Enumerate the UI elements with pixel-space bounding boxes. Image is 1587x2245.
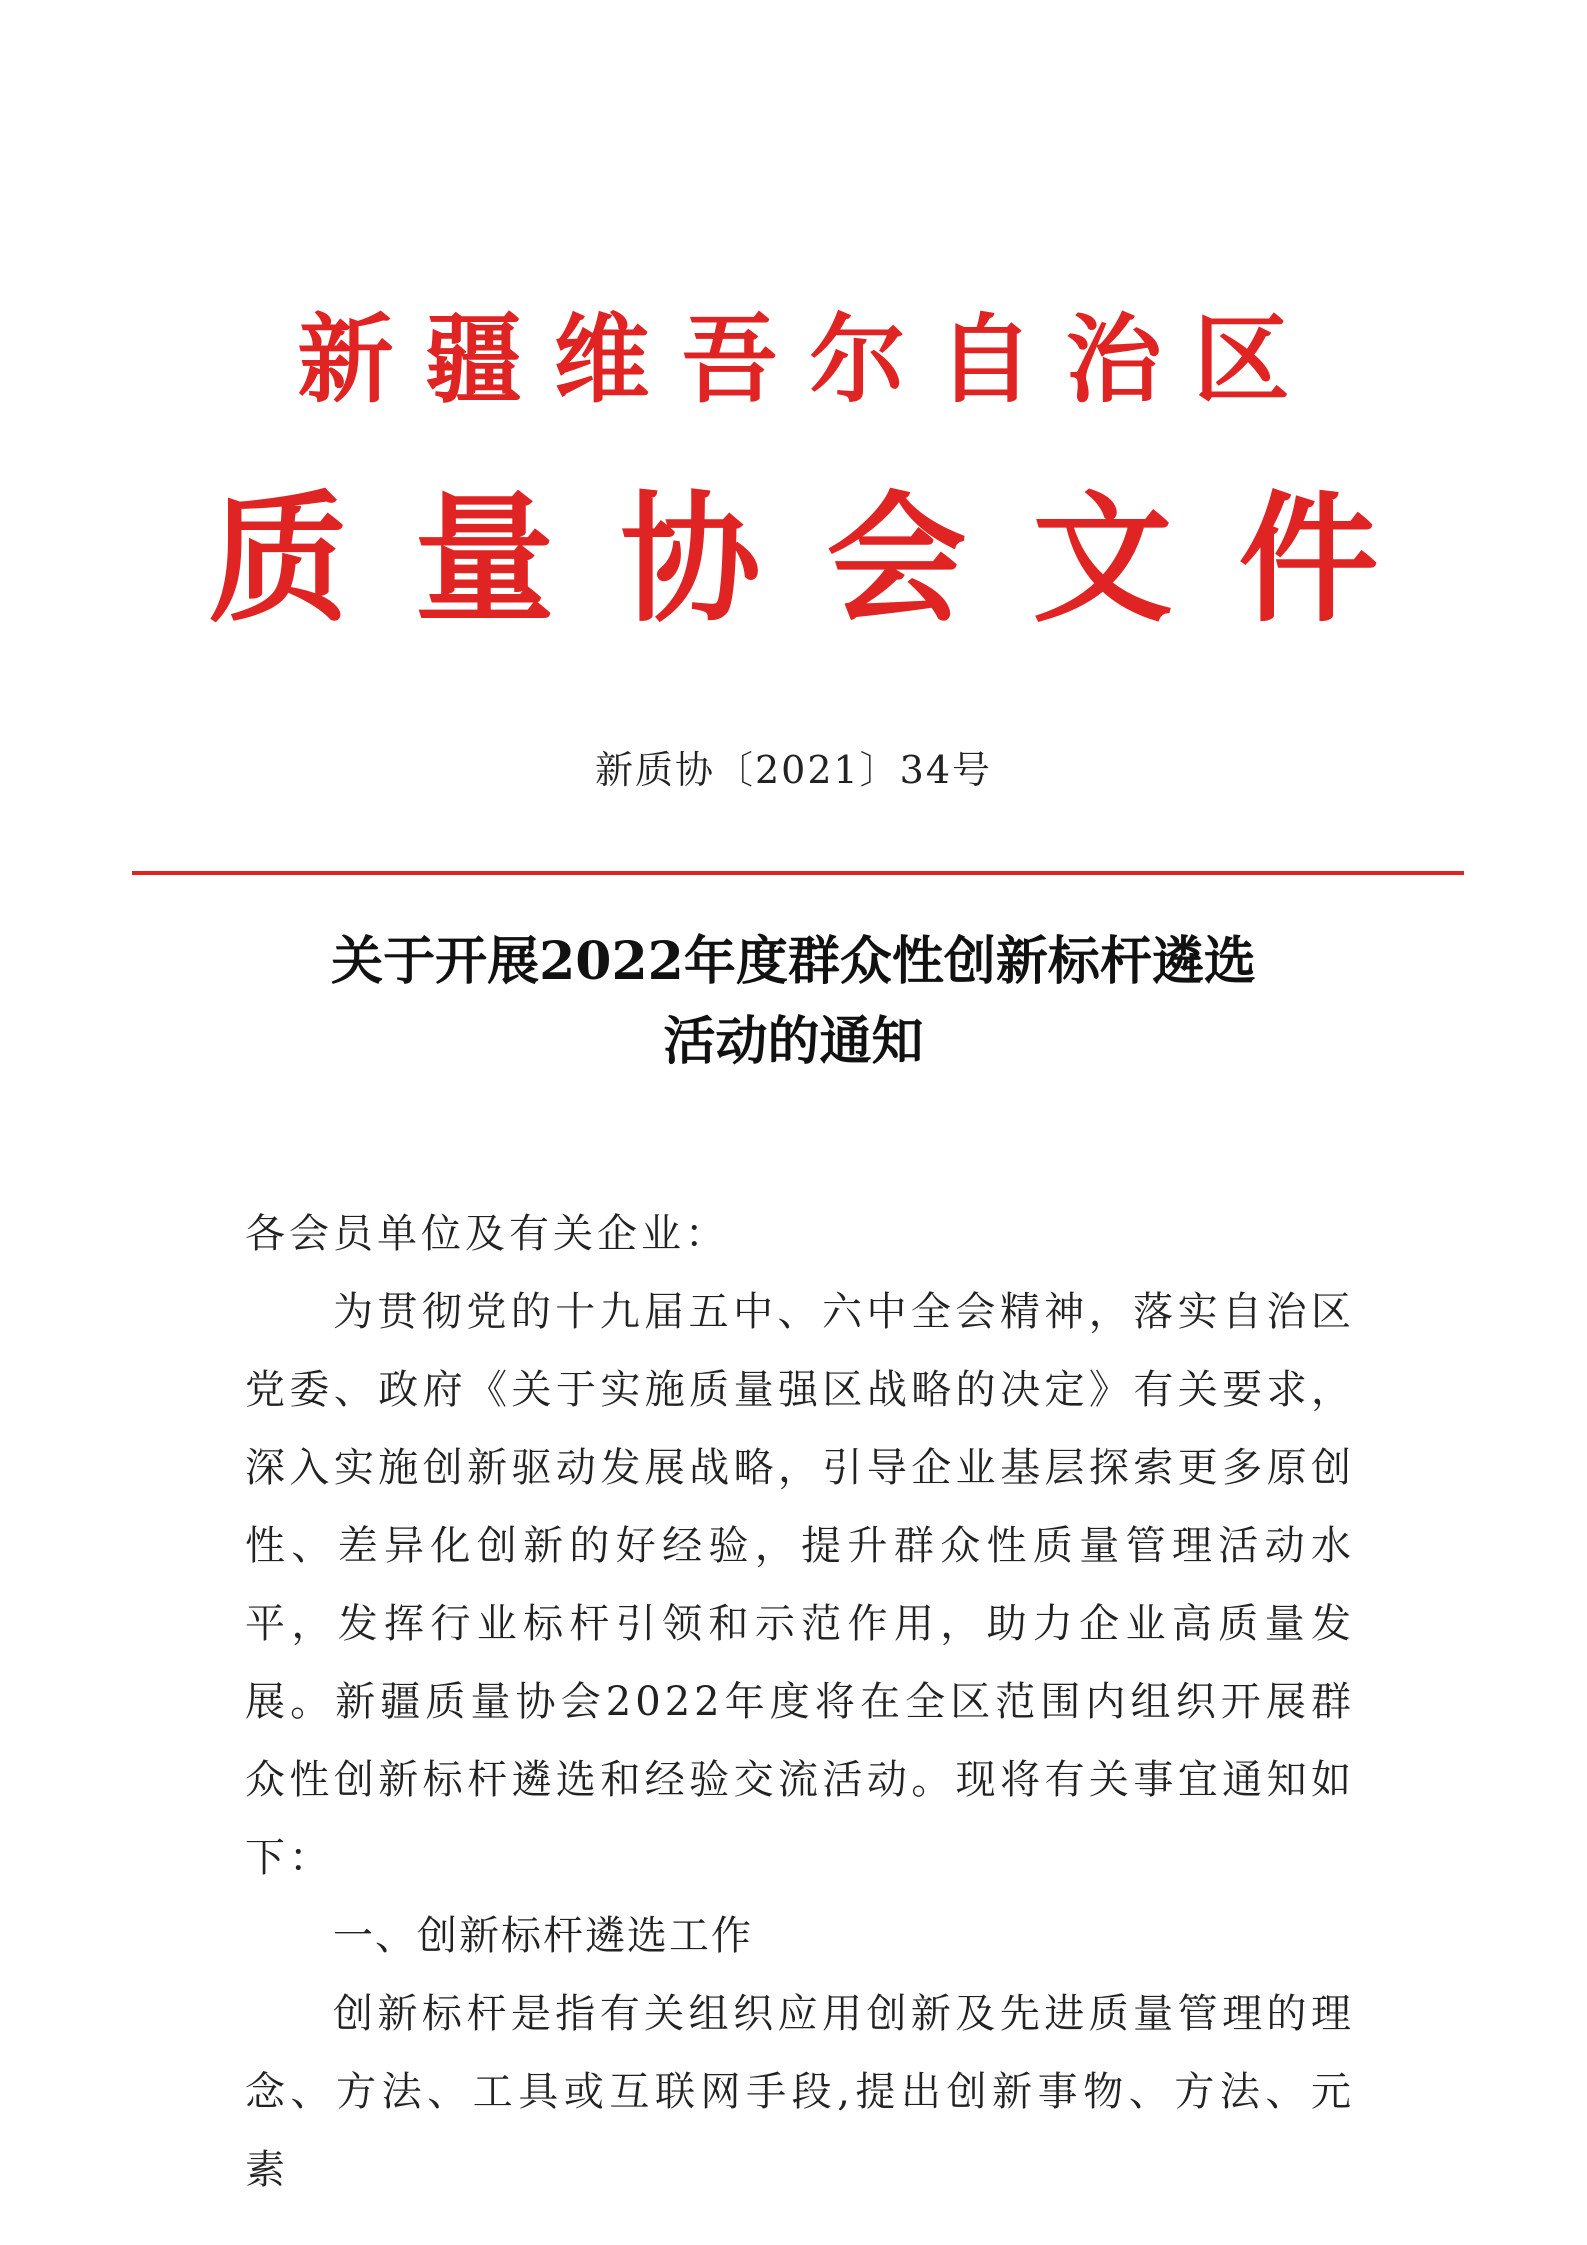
notice-title-line2: 活动的通知 <box>663 1011 924 1072</box>
section-heading: 一、创新标杆遴选工作 <box>333 1913 753 1959</box>
salutation: 各会员单位及有关企业： <box>245 1211 729 1257</box>
document-number: 新质协〔2021〕34号 <box>594 748 993 792</box>
notice-title <box>0 922 1587 1082</box>
document-type-title: 质量协会文件 <box>208 478 1445 642</box>
issuer-name: 新疆维吾尔自治区 <box>297 304 1322 416</box>
notice-body <box>245 1195 1355 2209</box>
notice-title-line1: 关于开展2022年度群众性创新标杆遴选 <box>331 931 1256 992</box>
body-paragraph: 为贯彻党的十九届五中、六中全会精神，落实自治区党委、政府《关于实施质量强区战略的决定》有关要求，深入实施创新驱动发展战略，引导企业基层探索更多原创性、差异化创新的好经验，提升群众性质量管理活动水平，发挥行业标杆引领和示范作用，助力企业高质量发展。新疆质量协会2022年度将在全区范围内组织开展群众性创新标杆遴选和经验交流活动。现将有关事宜通知如下： <box>245 1289 1355 1881</box>
red-divider-line <box>132 871 1464 875</box>
body-paragraph: 创新标杆是指有关组织应用创新及先进质量管理的理念、方法、工具或互联网手段,提出创新事物、方法、元素 <box>245 1991 1355 2193</box>
